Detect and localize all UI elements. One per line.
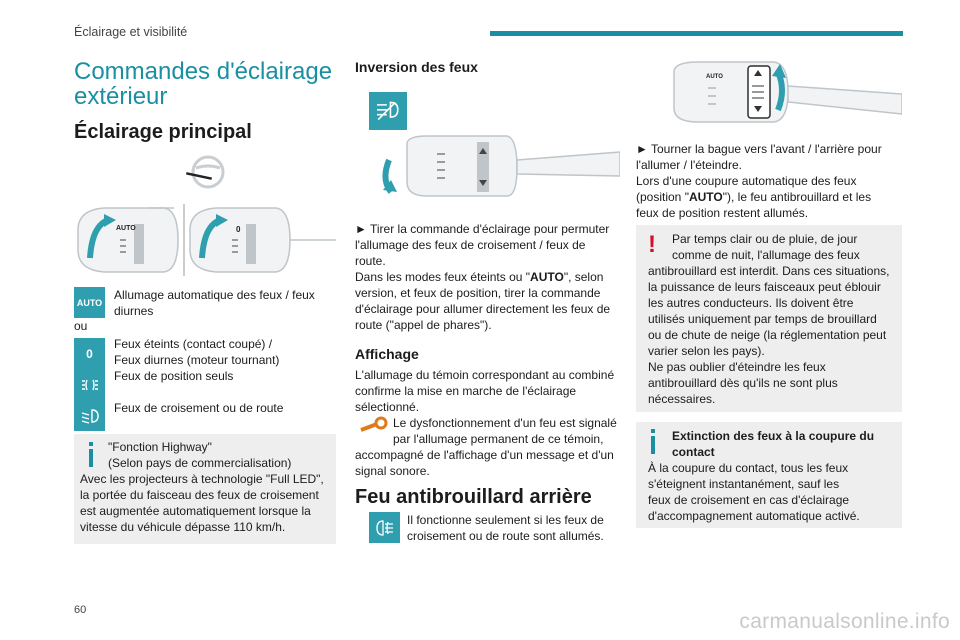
light-switch-diagram (74, 200, 336, 278)
info-line2: s'éteignent instantanément, sauf les (648, 477, 840, 491)
watermark: carmanualsonline.info (739, 610, 950, 633)
affichage-line3: sélectionné. (355, 400, 420, 414)
antibrouillard-line1: Il fonctionne seulement si les feux de (407, 513, 604, 527)
fog-turn-line2: l'allumer / l'éteindre. (636, 158, 742, 172)
header-title: Éclairage et visibilité (74, 25, 188, 39)
inversion-line3: route. (355, 254, 386, 268)
fog-turn-line5: feux de position restent allumés. (636, 206, 809, 220)
section-title-line1: Commandes d'éclairage (74, 58, 333, 85)
legend-off-text (114, 336, 339, 368)
warning-line3: antibrouillard est interdit. Dans ces situations, (648, 264, 890, 278)
note-highway-line2: Avec les projecteurs à technologie "Full LED", (80, 472, 324, 486)
warning-line6: utilisés uniquement par temps de brouillard (648, 312, 877, 326)
fog-turn-line1: ► Tourner la bague vers l'avant / l'arrière pour (636, 142, 882, 156)
warning-line4: la puissance de leurs faisceaux peut éblouir (648, 280, 881, 294)
header-accent-bar (490, 31, 903, 36)
fog-turn-line4: (position "AUTO"), le feu antibrouillard et les (636, 190, 872, 204)
heading-antibrouillard: Feu antibrouillard arrière (355, 486, 592, 508)
svg-text:AUTO: AUTO (706, 74, 723, 80)
affichage-line6: accompagné de l'affichage d'un message et d'un (355, 448, 614, 462)
high-beam-icon (369, 92, 407, 130)
legend-headlights-text: Feux de croisement ou de route (114, 401, 284, 415)
steering-wheel-icon (184, 154, 228, 192)
headlights-icon (74, 400, 105, 431)
inversion-line5: version, et feux de position, tirer la commande (355, 286, 601, 300)
page-number: 60 (74, 604, 87, 616)
info-title-line1: Extinction des feux à la coupure du (672, 429, 875, 443)
affichage-line1: L'allumage du témoin correspondant au combiné (355, 368, 615, 382)
warning-line1: Par temps clair ou de pluie, de jour (672, 232, 858, 246)
legend-parking-text: Feux de position seuls (114, 369, 234, 383)
warning-line9: Ne pas oublier d'éteindre les feux (648, 360, 826, 374)
affichage-line5: par l'allumage permanent de ce témoin, (393, 432, 604, 446)
parking-lights-icon (74, 369, 105, 400)
off-mode-icon: 0 (74, 338, 105, 369)
info-title-line2: contact (672, 445, 715, 459)
affichage-line7: signal sonore. (355, 464, 430, 478)
inversion-line1: ► Tirer la commande d'éclairage pour permuter (355, 222, 610, 236)
inversion-line7: route ("appel de phares"). (355, 318, 492, 332)
subtitle-main-lighting: Éclairage principal (74, 121, 252, 143)
note-highway-title: "Fonction Highway" (108, 440, 212, 454)
info-line3: feux de croisement en cas d'éclairage (648, 493, 850, 507)
legend-off-line2: Feux diurnes (moteur tournant) (114, 353, 280, 367)
info-line1: À la coupure du contact, tous les feux (648, 461, 849, 475)
inversion-line6: d'éclairage pour allumer directement les feux de (355, 302, 611, 316)
info-icon (89, 449, 93, 467)
inversion-text (355, 221, 620, 333)
warning-line8: varier selon les pays). (648, 344, 765, 358)
warning-note-fog (636, 225, 902, 412)
fog-ring-diagram (654, 58, 902, 128)
info-icon (651, 436, 655, 454)
heading-inversion: Inversion des feux (355, 59, 478, 75)
section-title (74, 59, 332, 109)
auto-mode-icon: AUTO (74, 287, 105, 318)
fog-turn-line3: Lors d'une coupure automatique des feux (636, 174, 857, 188)
affichage-line2: confirme la mise en marche de l'éclairage (355, 384, 577, 398)
warning-line5: les autres conducteurs. Ils doivent être (648, 296, 854, 310)
warning-line2: comme de nuit, l'allumage des feux (672, 248, 860, 262)
warning-line11: nécessaires. (648, 392, 716, 406)
wrench-warning-icon (355, 416, 391, 438)
info-line4: d'accompagnement automatique activé. (648, 509, 860, 523)
legend-off-line1: Feux éteints (contact coupé) / (114, 337, 273, 351)
inversion-line4: Dans les modes feux éteints ou "AUTO", selon (355, 270, 604, 284)
info-note-ignition-off (636, 422, 902, 528)
note-highway-line5: vitesse du véhicule dépasse 110 km/h. (80, 520, 286, 534)
or-label: ou (74, 319, 88, 333)
info-note-highway (74, 434, 336, 544)
rear-fog-light-icon (369, 512, 400, 543)
legend-auto-line2: diurnes (114, 304, 154, 318)
warning-line10: antibrouillard dès qu'ils ne sont plus (648, 376, 838, 390)
legend-auto-text (114, 287, 339, 319)
antibrouillard-line2: croisement ou de route sont allumés. (407, 529, 604, 543)
legend-auto-line1: Allumage automatique des feux / feux (114, 288, 315, 302)
affichage-text (355, 367, 620, 415)
svg-text:AUTO: AUTO (116, 225, 136, 232)
fog-turn-text (636, 141, 902, 221)
warning-icon: ! (648, 231, 656, 258)
note-highway-line1: (Selon pays de commercialisation) (108, 456, 292, 470)
warning-line7: ou de chute de neige (la réglementation peut (648, 328, 887, 342)
affichage-line4: Le dysfonctionnement d'un feu est signalé (393, 416, 617, 430)
note-highway-line4: est augmentée automatiquement lorsque la (80, 504, 311, 518)
svg-text:0: 0 (236, 225, 241, 234)
inversion-line2: l'allumage des feux de croisement / feux de (355, 238, 586, 252)
note-highway-line3: la portée du faisceau des feux de croisement (80, 488, 319, 502)
stalk-pull-diagram (367, 130, 620, 200)
heading-affichage: Affichage (355, 346, 419, 362)
section-title-line2: extérieur (74, 83, 168, 110)
